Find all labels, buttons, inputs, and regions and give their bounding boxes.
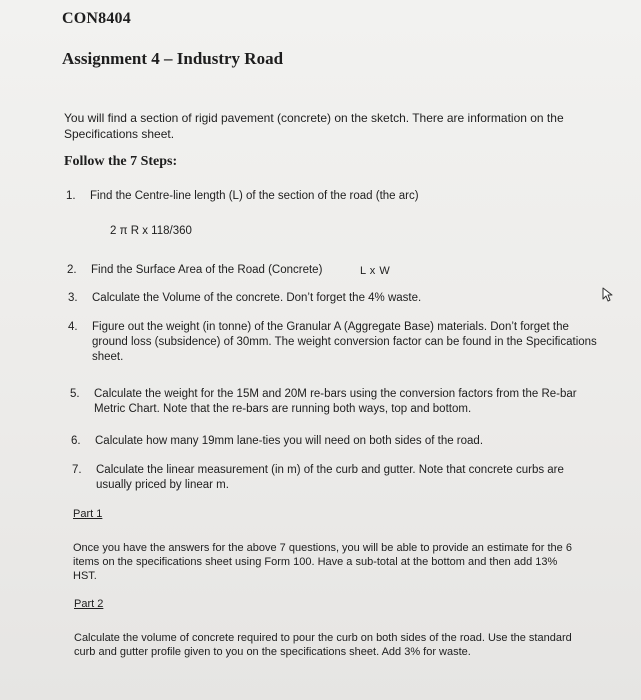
area-formula: L x W [360,265,391,277]
step-number: 6. [71,435,81,447]
step-number: 1. [66,190,76,202]
part2-heading: Part 2 [74,598,104,610]
step-text: Figure out the weight (in tonne) of the Granular A (Aggregate Base) materials. Don’t forget the ground loss (subsidence) of 30mm. The weight conversion factor can be found in the Specifications sheet. [92,321,597,363]
course-code: CON8404 [62,10,131,27]
arc-length-formula: 2 π R x 118/360 [110,225,192,237]
step-text: Find the Surface Area of the Road (Concrete) [91,264,323,276]
step-text: Calculate the Volume of the concrete. Don’t forget the 4% waste. [92,292,422,304]
step-text: Calculate how many 19mm lane-ties you will need on both sides of the road. [95,435,484,447]
part1-text: Once you have the answers for the above 7 questions, you will be able to provide an estimate for the 6 items on the specifications sheet using Form 100. Have a sub-total at the bottom and then add 13% HST. [73,542,572,582]
assignment-title: Assignment 4 – Industry Road [62,49,284,68]
step-number: 2. [67,264,77,276]
part1-heading: Part 1 [73,508,103,520]
steps-heading: Follow the 7 Steps: [64,154,178,169]
intro-paragraph: You will find a section of rigid pavement (concrete) on the sketch. There are information on the Specifications sheet. [64,111,564,141]
cursor-icon [601,287,617,303]
step-number: 5. [70,388,80,400]
step-number: 7. [72,464,82,476]
step-text: Calculate the weight for the 15M and 20M re-bars using the conversion factors from the Re-bar Metric Chart. Note that the re-bars are running both ways, top and bottom. [94,388,577,415]
step-text: Find the Centre-line length (L) of the section of the road (the arc) [90,190,419,202]
part2-text: Calculate the volume of concrete required to pour the curb on both sides of the road. Use the standard curb and gutter profile given to you on the specifications sheet. Add 3% for waste. [74,632,572,658]
step-number: 4. [68,321,78,333]
step-text: Calculate the linear measurement (in m) of the curb and gutter. Note that concrete curbs are usually priced by linear m. [96,464,564,491]
step-number: 3. [68,292,78,304]
